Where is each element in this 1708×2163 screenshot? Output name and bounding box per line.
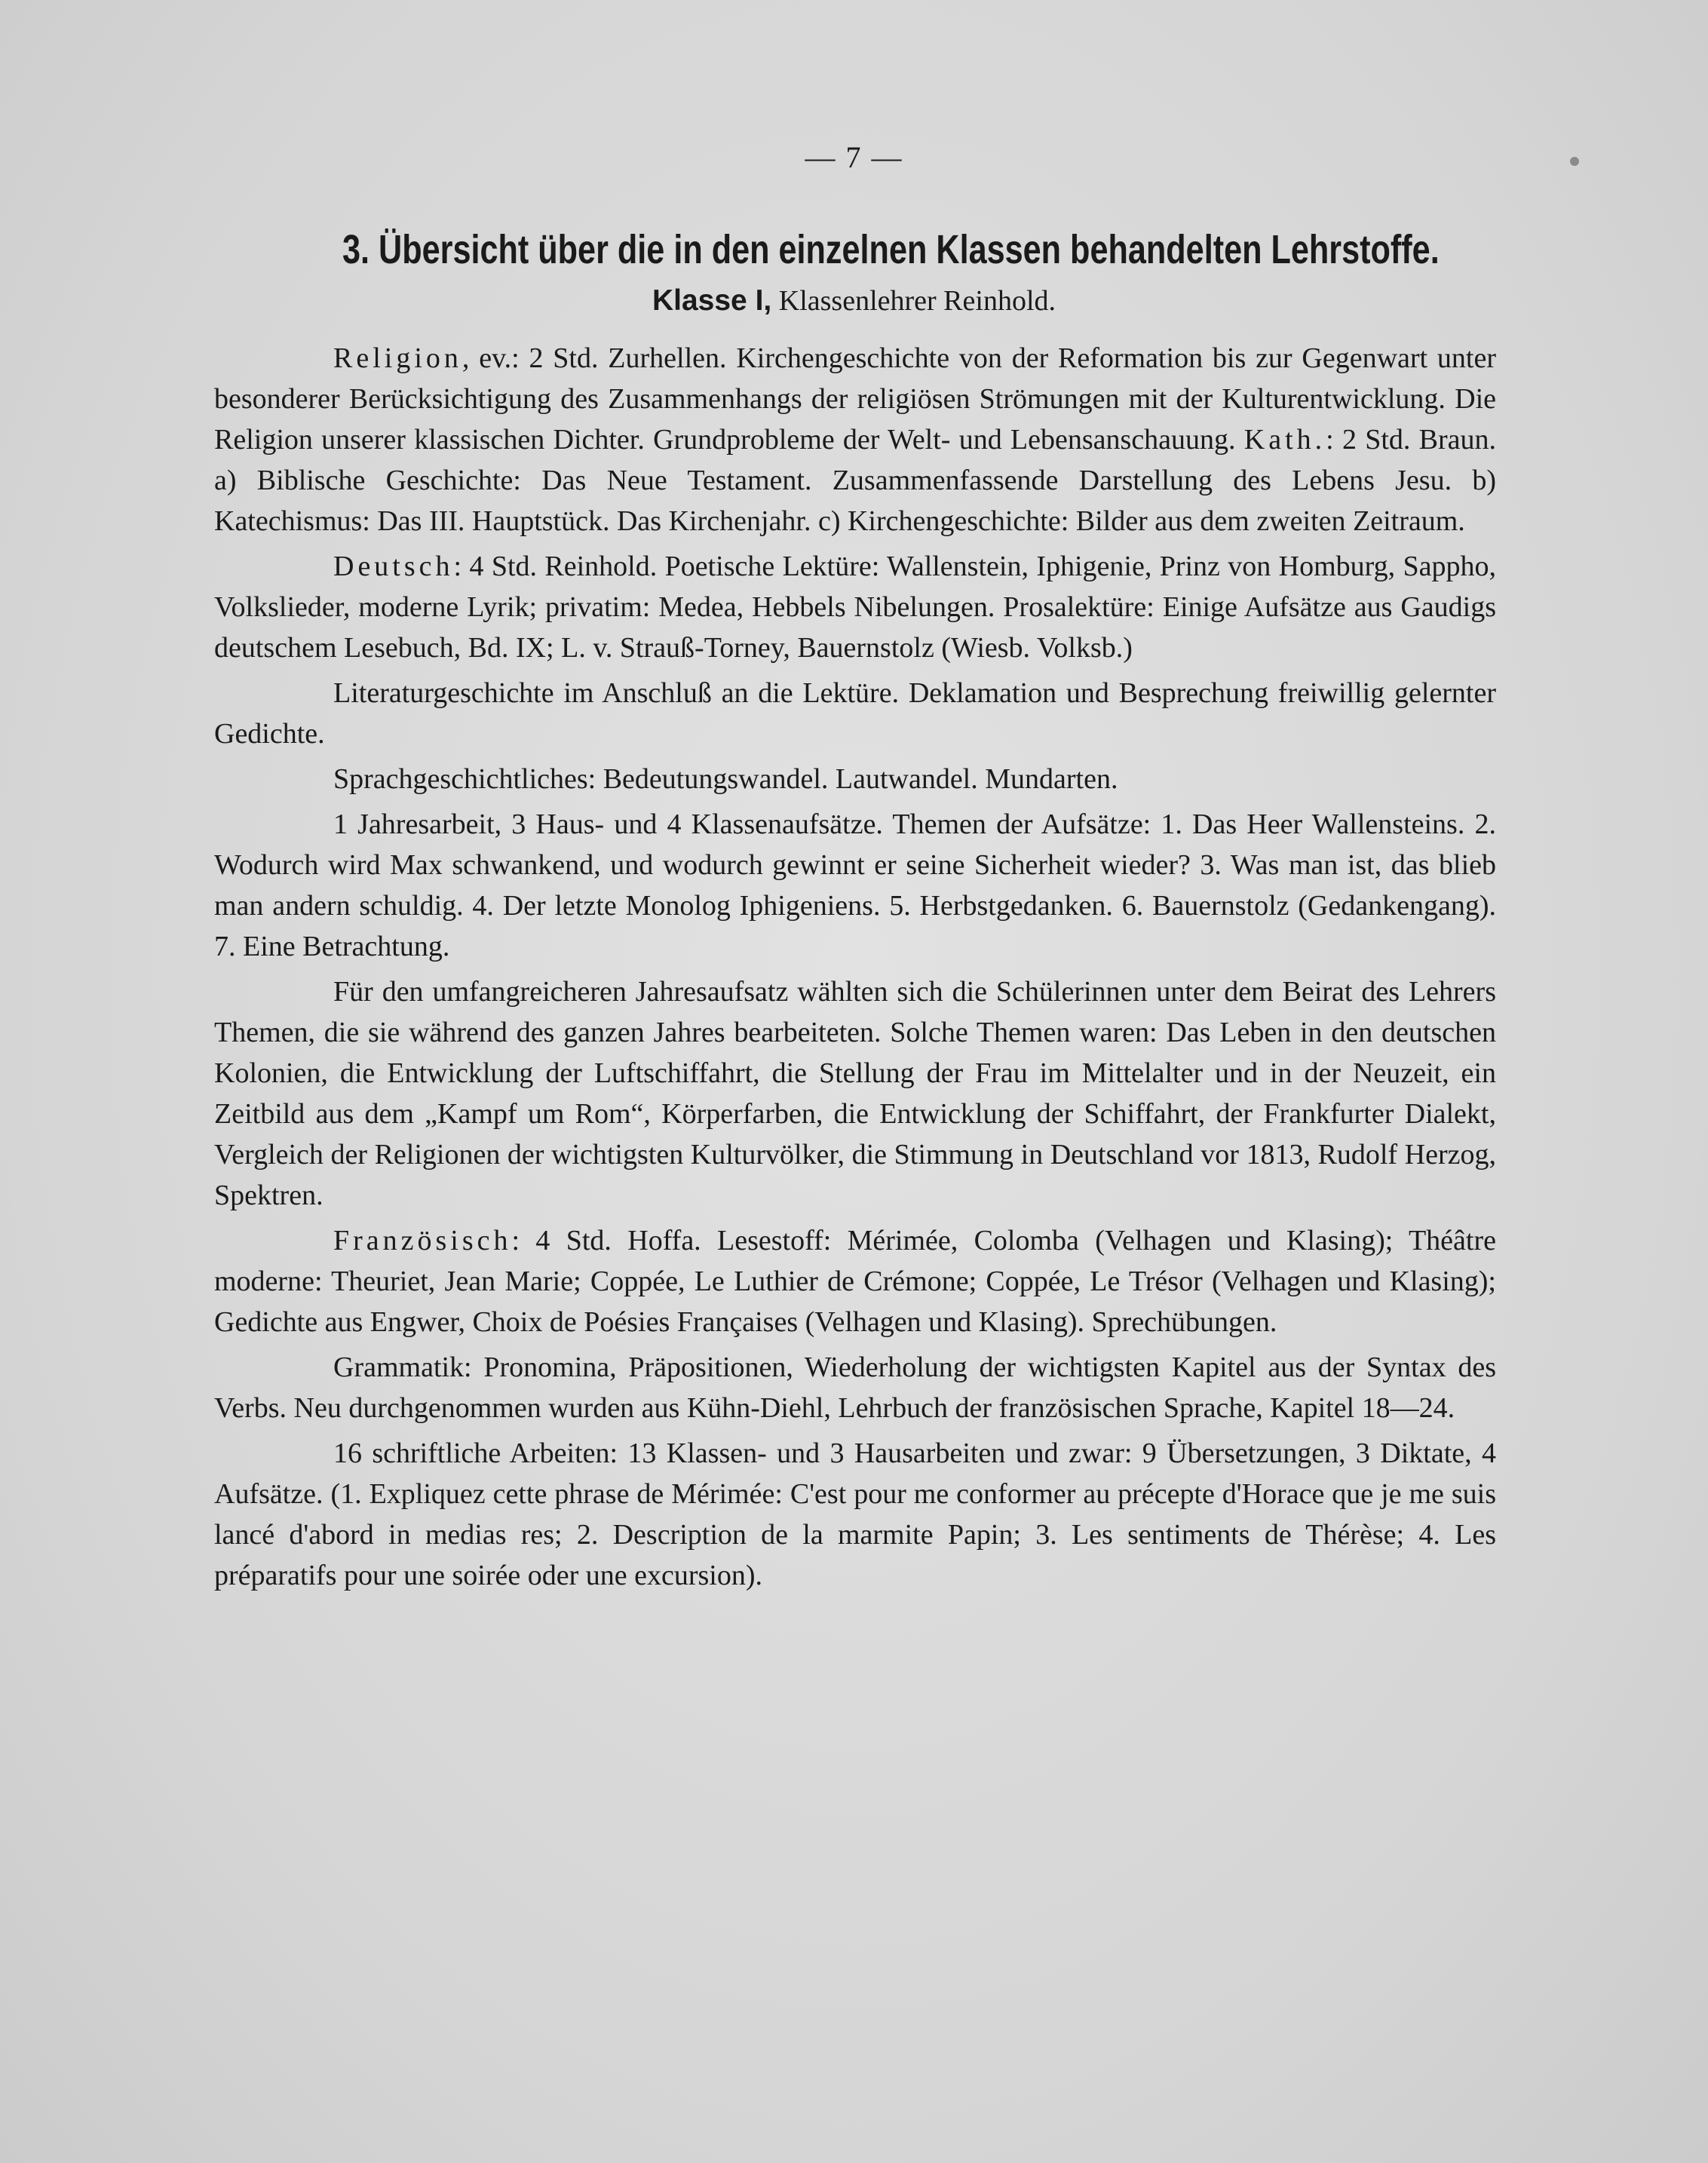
subject-deutsch: Deutsch (333, 551, 454, 582)
class-label: Klasse I, (652, 284, 772, 317)
paragraph-jahresarbeit: 1 Jahresarbeit, 3 Haus- und 4 Klassenaufsätze. Themen der Aufsätze: 1. Das Heer Wallensteins. 2. Wodurch wird Max schwankend, und wodurch gewinnt er seine Sicherheit wieder? 3. Was man ist, das blieb man andern schuldig. 4. Der letzte Monolog Iphigeniens. 5. Herbstgedanken. 6. Bauernstolz (Gedankengang). 7. Eine Betrachtung. (214, 808, 1496, 962)
paragraph-grammatik: Grammatik: Pronomina, Präpositionen, Wiederholung der wichtigsten Kapitel aus der Syntax des Verbs. Neu durchgenommen wurden aus Kühn-Diehl, Lehrbuch der französischen Sprache, Kapitel 18—24. (214, 1351, 1496, 1424)
section-heading: 3. Übersicht über die in den einzelnen Klassen behandelten Lehrstoffe. (342, 227, 1440, 272)
paragraph-arbeiten: 16 schriftliche Arbeiten: 13 Klassen- und 3 Hausarbeiten und zwar: 9 Übersetzungen, 3 Diktate, 4 Aufsätze. (1. Expliquez cette phrase de Mérimée: C'est pour me conformer au précepte d'Horace que je me suis lancé d'abord in medias res; 2. Description de la marmite Papin; 3. Les sentiments de Thérèse; 4. Les préparatifs pour une soirée oder une excursion). (214, 1437, 1496, 1591)
subject-religion: Religion (333, 342, 462, 374)
paragraph-religion: Religion, ev.: 2 Std. Zurhellen. Kirchengeschichte von der Reformation bis zur Gegenwart unter besonderer Berücksichtigung des Zusammenhangs der religiösen Strömungen mit der Kulturentwicklung. Die Religion unserer klassischen Dichter. Grundprobleme der Welt- und Lebensanschauung. Kath.: 2 Std. Braun. a) Biblische Geschichte: Das Neue Testament. Zusammenfassende Darstellung des Lebens Jesu. b) Katechismus: Das III. Hauptstück. Das Kirchenjahr. c) Kirchengeschichte: Bilder aus dem zweiten Zeitraum. (214, 342, 1496, 537)
body-text (214, 338, 1496, 1600)
paragraph-literatur: Literaturgeschichte im Anschluß an die Lektüre. Deklamation und Besprechung freiwillig gelernter Gedichte. (214, 677, 1496, 750)
subject-kath: Kath. (1243, 424, 1326, 456)
class-line (0, 284, 1708, 318)
paragraph-jahresaufsatz: Für den umfangreicheren Jahresaufsatz wählten sich die Schülerinnen unter dem Beirat des Lehrers Themen, die sie während des ganzen Jahres bearbeiteten. Solche Themen waren: Das Leben in den deutschen Kolonien, die Entwicklung der Luftschiffahrt, die Stellung der Frau im Mittelalter und in der Neuzeit, ein Zeitbild aus dem „Kampf um Rom“, Körperfarben, die Entwicklung der Schiffahrt, der Frankfurter Dialekt, Vergleich der Religionen der wichtigsten Kulturvölker, die Stimmung in Deutschland vor 1813, Rudolf Herzog, Spektren. (214, 976, 1496, 1211)
class-teacher: Klassenlehrer Reinhold. (778, 285, 1056, 317)
subject-franzoesisch: Französisch (333, 1225, 512, 1256)
paragraph-deutsch: Deutsch: 4 Std. Reinhold. Poetische Lektüre: Wallenstein, Iphigenie, Prinz von Homburg, Sappho, Volkslieder, moderne Lyrik; privatim: Medea, Hebbels Nibelungen. Prosalektüre: Einige Aufsätze aus Gaudigs deutschem Lesebuch, Bd. IX; L. v. Strauß-Torney, Bauernstolz (Wiesb. Volksb.) (214, 551, 1496, 664)
page-number: — 7 — (805, 140, 903, 174)
paragraph-sprachgeschichte: Sprachgeschichtliches: Bedeutungswandel. Lautwandel. Mundarten. (333, 763, 1118, 795)
paragraph-franzoesisch: Französisch: 4 Std. Hoffa. Lesestoff: Mérimée, Colomba (Velhagen und Klasing); Théâtre moderne: Theuriet, Jean Marie; Coppée, Le Luthier de Crémone; Coppée, Le Trésor (Velhagen und Klasing); Gedichte aus Engwer, Choix de Poésies Françaises (Velhagen und Klasing). Sprechübungen. (214, 1225, 1496, 1338)
